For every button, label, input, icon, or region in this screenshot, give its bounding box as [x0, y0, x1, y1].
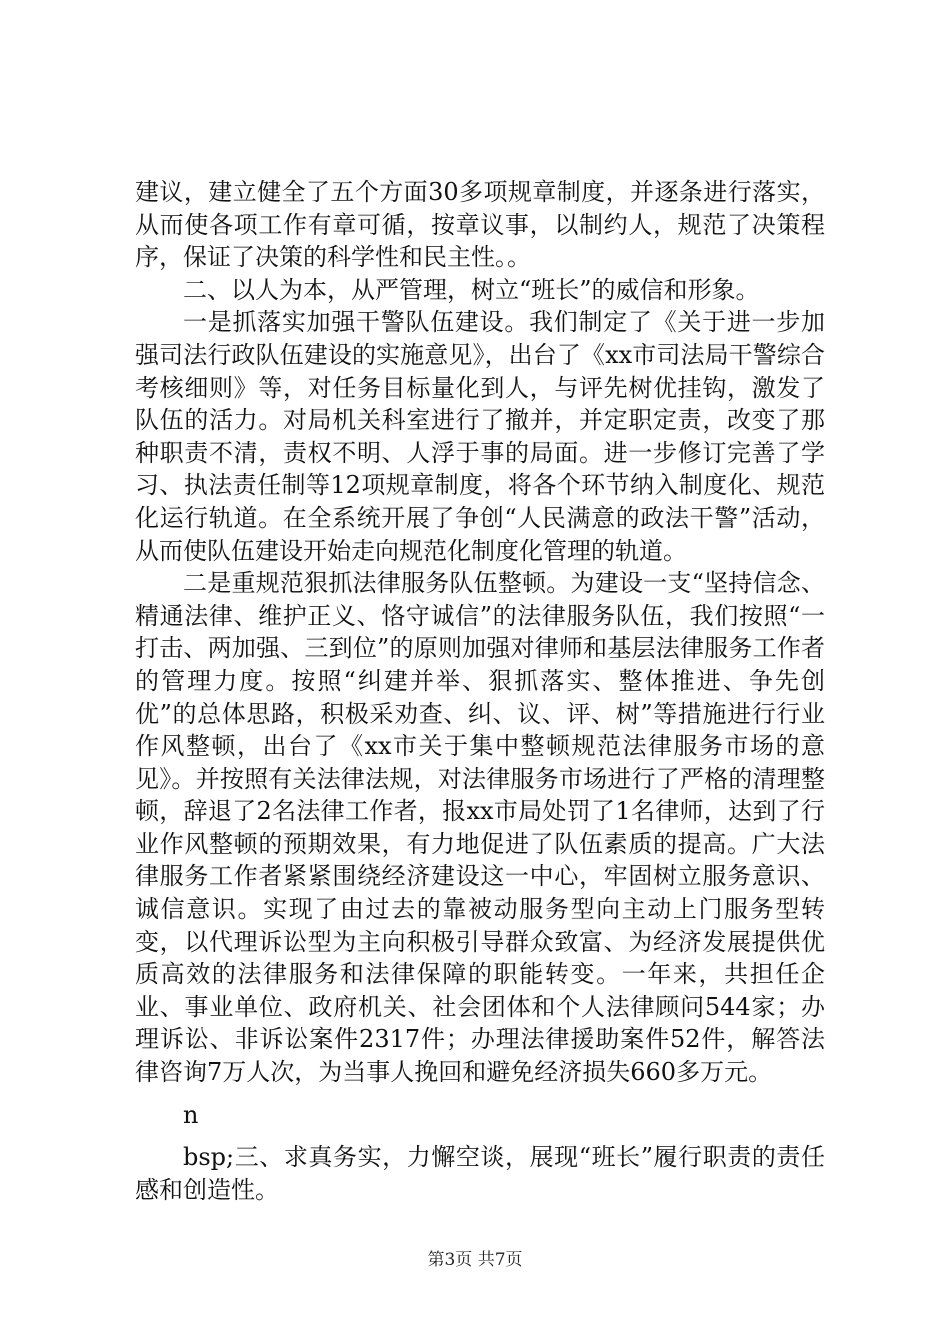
paragraph-continuation: 建议，建立健全了五个方面30多项规章制度，并逐条进行落实，从而使各项工作有章可循，按章议事，以制约人，规范了决策程序，保证了决策的科学性和民主性。。: [135, 178, 825, 272]
paragraph-team-building: 一是抓落实加强干警队伍建设。我们制定了《关于进一步加强司法行政队伍建设的实施意见》，出台了《xx市司法局干警综合考核细则》等，对任务目标量化到人，与评先树优挂钩，激发了队伍的活力。对局机关科室进行了撤并，并定职定责，改变了那种职责不清，责权不明、人浮于事的局面。进一步修订完善了学习、执法责任制等12项规章制度，将各个环节纳入制度化、规范化运行轨道。在全系统开展了争创“人民满意的政法干警”活动，从而使队伍建设开始走向规范化制度化管理的轨道。: [135, 308, 825, 565]
document-body: [135, 176, 825, 1206]
page-number-footer: 第3页 共7页: [427, 1250, 523, 1270]
section-heading-two: 二、以人为本，从严管理，树立“班长”的威信和形象。: [183, 275, 760, 304]
paragraph-legal-service-rectification: 二是重规范狠抓法律服务队伍整顿。为建设一支“坚持信念、精通法律、维护正义、恪守诚信”的法律服务队伍，我们按照“一打击、两加强、三到位”的原则加强对律师和基层法律服务工作者的管理力度。按照“纠建并举、狠抓落实、整体推进、争先创优”的总体思路，积极采劝查、纠、议、评、树”等措施进行行业作风整顿，出台了《xx市关于集中整顿规范法律服务市场的意见》。并按照有关法律法规，对法律服务市场进行了严格的清理整顿，辞退了2名法律工作者，报xx市局处罚了1名律师，达到了行业作风整顿的预期效果，有力地促进了队伍素质的提高。广大法律服务工作者紧紧围绕经济建设这一中心，牢固树立服务意识、诚信意识。实现了由过去的靠被动服务型向主动上门服务型转变，以代理诉讼型为主向积极引导群众致富、为经济发展提供优质高效的法律服务和法律保障的职能转变。一年来，共担任企业、事业单位、政府机关、社会团体和个人法律顾问544家；办理诉讼、非诉讼案件2317件；办理法律援助案件52件，解答法律咨询7万人次，为当事人挽回和避免经济损失660多万元。: [135, 569, 825, 1087]
paragraph-stray-fragment: n: [183, 1100, 199, 1129]
section-heading-three: bsp;三、求真务实，力懈空谈，展现“班长”履行职责的责任感和创造性。: [135, 1143, 825, 1204]
